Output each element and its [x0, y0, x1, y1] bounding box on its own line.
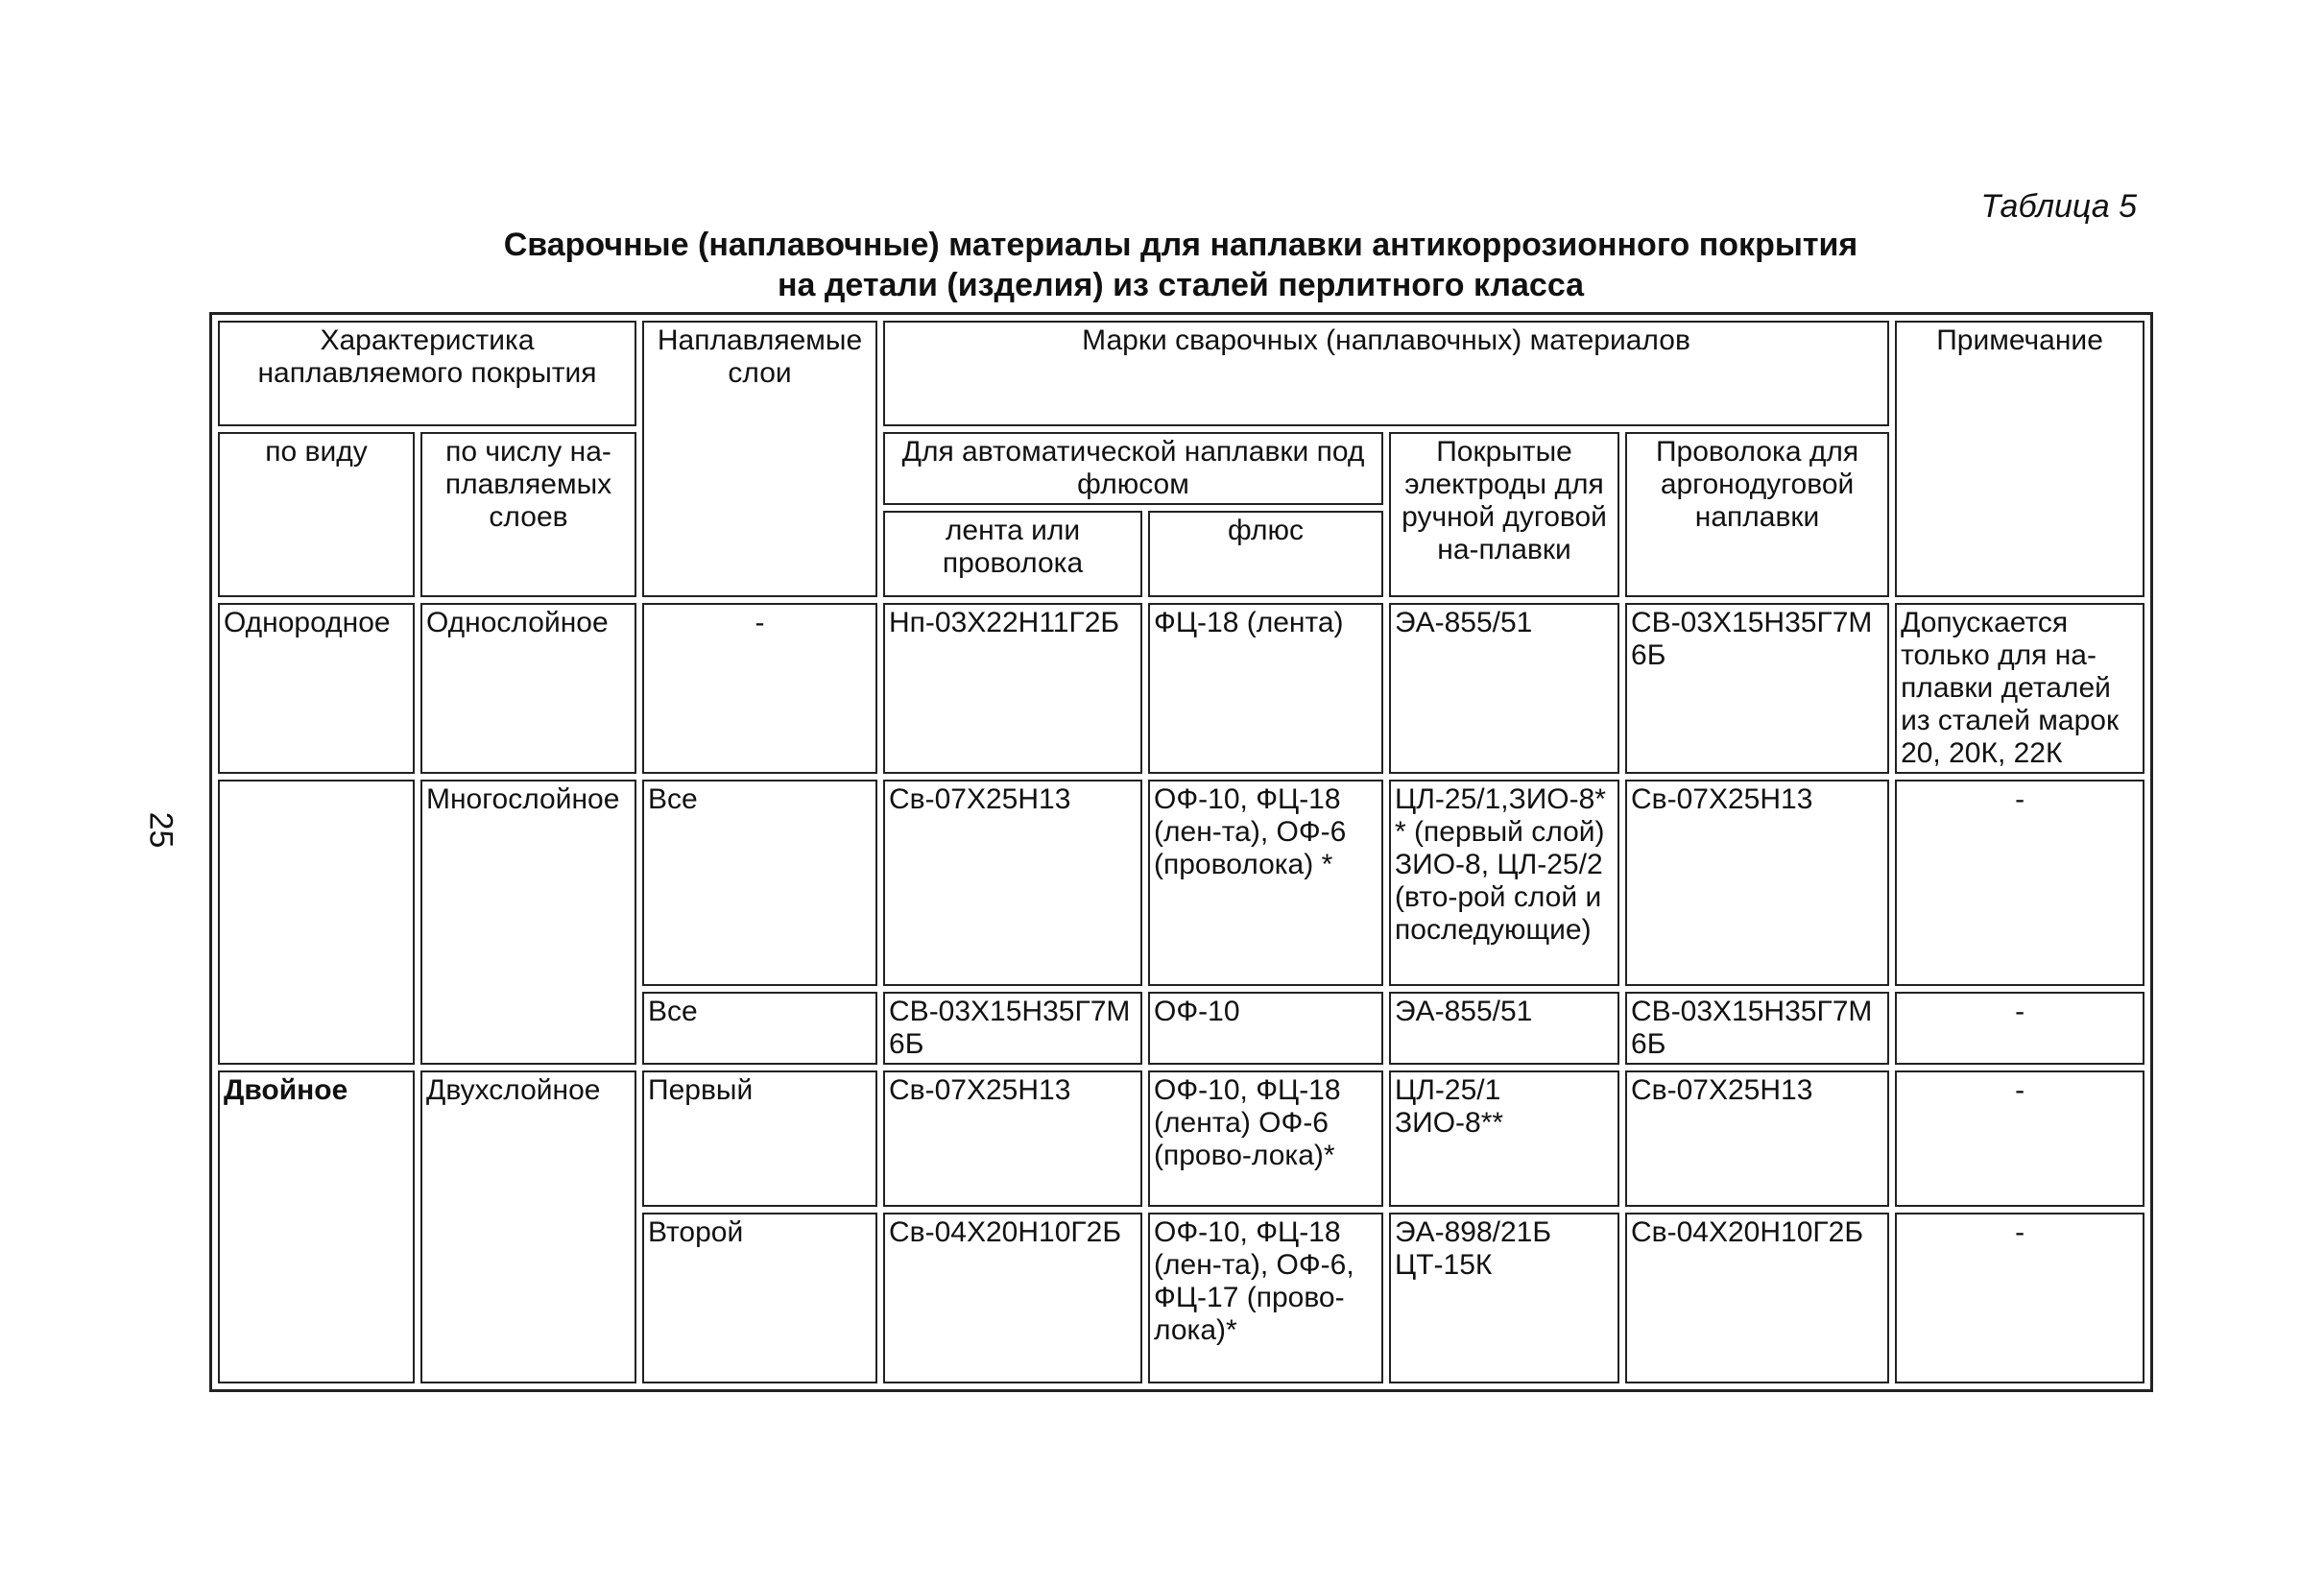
cell-tape: Св-04Х20Н10Г2Б	[883, 1213, 1142, 1383]
cell-tape: Св-07Х25Н13	[883, 780, 1142, 986]
header-electrodes: Покрытые электроды для ручной дуговой на-плавки	[1389, 432, 1619, 597]
cell-flux: ОФ-10	[1148, 992, 1383, 1065]
table-caption: Таблица 5	[1980, 188, 2137, 225]
table-row	[218, 780, 2144, 986]
cell-wire: СВ-03Х15Н35Г7М6Б	[1625, 603, 1889, 774]
header-auto: Для автоматической наплавки под флюсом	[883, 432, 1383, 505]
cell-count: Многослойное	[420, 780, 636, 1065]
cell-wire: Св-07Х25Н13	[1625, 780, 1889, 986]
cell-type: Однородное	[218, 603, 415, 774]
cell-tape: Нп-03Х22Н11Г2Б	[883, 603, 1142, 774]
materials-table	[209, 312, 2153, 1392]
cell-note: Допускается только для на-плавки деталей из сталей марок 20, 20К, 22К	[1895, 603, 2144, 774]
table-row	[218, 603, 2144, 774]
cell-layer: -	[642, 603, 877, 774]
cell-electrode: ЦЛ-25/1 ЗИО-8**	[1389, 1070, 1619, 1207]
cell-flux: ФЦ-18 (лента)	[1148, 603, 1383, 774]
cell-layer: Первый	[642, 1070, 877, 1207]
cell-wire: Св-04Х20Н10Г2Б	[1625, 1213, 1889, 1383]
header-by-count: по числу на-плавляемых слоев	[420, 432, 636, 597]
cell-tape: СВ-03Х15Н35Г7М6Б	[883, 992, 1142, 1065]
cell-flux: ОФ-10, ФЦ-18 (лен-та), ОФ-6, ФЦ-17 (прово-лока)*	[1148, 1213, 1383, 1383]
cell-electrode: ЭА-855/51	[1389, 992, 1619, 1065]
cell-electrode: ЭА-855/51	[1389, 603, 1619, 774]
table-title	[288, 225, 2073, 305]
cell-count: Двухслойное	[420, 1070, 636, 1383]
header-layers: Наплавляемые слои	[642, 321, 877, 597]
page-number: 25	[142, 811, 180, 849]
cell-tape: Св-07Х25Н13	[883, 1070, 1142, 1207]
table-row	[218, 1070, 2144, 1207]
cell-count: Однослойное	[420, 603, 636, 774]
header-characteristic: Характеристика наплавляемого покрытия	[218, 321, 636, 426]
cell-note: -	[1895, 780, 2144, 986]
cell-electrode: ЦЛ-25/1,ЗИО-8** (первый слой) ЗИО-8, ЦЛ-25/2 (вто-рой слой и последующие)	[1389, 780, 1619, 986]
cell-flux: ОФ-10, ФЦ-18 (лен-та), ОФ-6 (проволока) *	[1148, 780, 1383, 986]
header-tape: лента или проволока	[883, 511, 1142, 597]
header-flux: флюс	[1148, 511, 1383, 597]
cell-layer: Второй	[642, 1213, 877, 1383]
cell-note: -	[1895, 1213, 2144, 1383]
cell-note: -	[1895, 992, 2144, 1065]
cell-wire: СВ-03Х15Н35Г7М6Б	[1625, 992, 1889, 1065]
header-argon: Проволока для аргонодуговой наплавки	[1625, 432, 1889, 597]
cell-type	[218, 780, 415, 1065]
cell-electrode: ЭА-898/21Б ЦТ-15К	[1389, 1213, 1619, 1383]
header-by-type: по виду	[218, 432, 415, 597]
header-note: Примечание	[1895, 321, 2144, 597]
cell-wire: Св-07Х25Н13	[1625, 1070, 1889, 1207]
cell-layer: Все	[642, 992, 877, 1065]
header-brands: Марки сварочных (наплавочных) материалов	[883, 321, 1889, 426]
title-line-1: Сварочные (наплавочные) материалы для наплавки антикоррозионного покрытия	[503, 227, 1858, 263]
cell-flux: ОФ-10, ФЦ-18 (лента) ОФ-6 (прово-лока)*	[1148, 1070, 1383, 1207]
cell-layer: Все	[642, 780, 877, 986]
title-line-2: на детали (изделия) из сталей перлитного класса	[777, 267, 1585, 303]
cell-note: -	[1895, 1070, 2144, 1207]
cell-type: Двойное	[218, 1070, 415, 1383]
